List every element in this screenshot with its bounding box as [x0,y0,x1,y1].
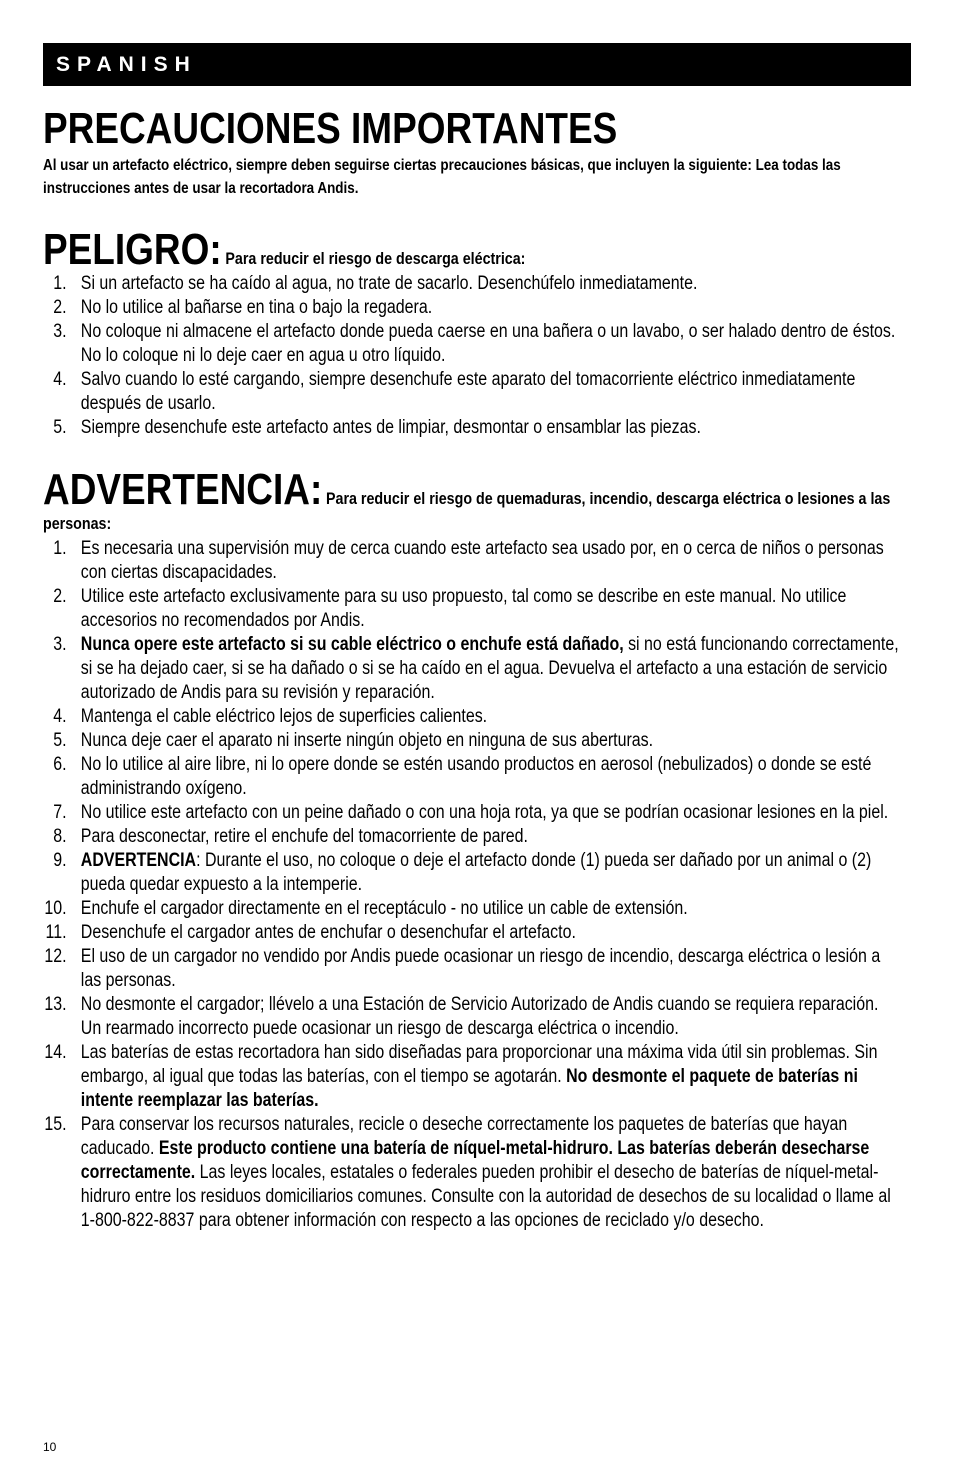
danger-heading: PELIGRO: [43,225,222,274]
item-number: 3. [53,321,67,342]
item-number: 5. [53,417,67,438]
item-number: 5. [53,730,67,751]
page-title: PRECAUCIONES IMPORTANTES [43,104,618,153]
list-item [43,633,900,705]
item-number: 14. [44,1042,67,1063]
item-bold-text: ADVERTENCIA [80,850,197,871]
warning-section [43,465,913,1233]
item-text: Desenchufe el cargador antes de enchufar o desenchufar el artefacto. [80,922,576,943]
item-bold-text: Nunca opere este artefacto si su cable eléctrico o enchufe está dañado, [80,634,624,655]
item-number: 10. [44,898,67,919]
list-item [43,825,900,849]
item-text: No desmonte el cargador; llévelo a una Estación de Servicio Autorizado de Andis cuando se requiera reparación. Un rearmado incorrecto puede ocasionar un riesgo de descarga eléctrica o incendio. [80,994,879,1039]
item-text: Enchufe el cargador directamente en el receptáculo - no utilice un cable de extensión. [80,898,688,919]
item-number: 9. [53,850,67,871]
item-number: 11. [45,922,67,943]
danger-list [43,272,900,440]
item-text: Siempre desenchufe este artefacto antes de limpiar, desmontar o ensamblar las piezas. [80,417,701,438]
item-bold-text: Este producto contiene una batería de níquel-metal-hidruro. Las baterías deberán desecharse correctamente. [80,1138,870,1183]
item-number: 4. [53,369,67,390]
list-item [43,801,900,825]
item-number: 2. [53,586,67,607]
item-number: 8. [53,826,67,847]
item-text: si no está funcionando correctamente, si se ha dejado caer, si se ha dañado o si se ha caído en el agua. Devuelva el artefacto a una estación de servicio autorizado de Andis para su revisión y reparación. [80,634,899,703]
list-item [43,1113,900,1233]
page-content [43,104,913,1233]
list-item [43,1041,900,1113]
item-number: 12. [44,946,67,967]
list-item [43,945,900,993]
list-item [43,729,900,753]
item-text: No coloque ni almacene el artefacto donde pueda caerse en una bañera o un lavabo, o ser halado dentro de éstos. No lo coloque ni lo deje caer en agua u otro líquido. [80,321,896,366]
item-text: Para desconectar, retire el enchufe del tomacorriente de pared. [80,826,528,847]
item-number: 7. [53,802,67,823]
language-header-bar [43,43,911,86]
list-item [43,272,900,296]
list-item [43,993,900,1041]
list-item [43,921,900,945]
list-item [43,705,900,729]
item-text: El uso de un cargador no vendido por Andis puede ocasionar un riesgo de incendio, descarga eléctrica o lesión a las personas. [80,946,881,991]
item-text: No lo utilice al bañarse en tina o bajo la regadera. [80,297,433,318]
list-item [43,320,900,368]
language-label: SPANISH [56,53,197,76]
page-number: 10 [43,1440,57,1454]
warning-heading: ADVERTENCIA: [43,465,323,514]
item-text: : Durante el uso, no coloque o deje el artefacto donde (1) pueda ser dañado por un animal o (2) pueda quedar expuesto a la intemperie. [80,850,872,895]
item-number: 13. [44,994,67,1015]
item-number: 3. [53,634,67,655]
list-item [43,849,900,897]
danger-section [43,225,913,440]
item-number: 4. [53,706,67,727]
list-item [43,537,900,585]
intro-paragraph: Al usar un artefacto eléctrico, siempre deben seguirse ciertas precauciones básicas, que incluyen la siguiente: Lea todas las instrucciones antes de usar la recortadora Andis. [43,157,841,197]
item-number: 15. [44,1114,67,1135]
item-text: Mantenga el cable eléctrico lejos de superficies calientes. [80,706,488,727]
warning-heading-line [43,465,900,537]
item-text: Salvo cuando lo esté cargando, siempre desenchufe este aparato del tomacorriente eléctrico inmediatamente después de usarlo. [80,369,856,414]
list-item [43,897,900,921]
warning-list [43,537,900,1233]
item-text: Nunca deje caer el aparato ni inserte ningún objeto en ninguna de sus aberturas. [80,730,654,751]
item-number: 6. [53,754,67,775]
item-text: Para conservar los recursos naturales, recicle o deseche correctamente los paquetes de baterías que hayan caducado. [80,1114,848,1159]
item-number: 2. [53,297,67,318]
list-item [43,416,900,440]
item-number: 1. [53,538,67,559]
item-text: No utilice este artefacto con un peine dañado o con una hoja rota, ya que se podrían ocasionar lesiones en la piel. [80,802,889,823]
danger-heading-line [43,225,900,274]
item-text: Utilice este artefacto exclusivamente para su uso propuesto, tal como se describe en este manual. No utilice accesorios no recomendados por Andis. [80,586,847,631]
item-text: Si un artefacto se ha caído al agua, no trate de sacarlo. Desenchúfelo inmediatamente. [80,273,698,294]
item-text: Las baterías de estas recortadora han sido diseñadas para proporcionar una máxima vida útil sin problemas. Sin embargo, al igual que todas las baterías, con el tiempo se agotarán. [80,1042,878,1087]
list-item [43,753,900,801]
item-text: Las leyes locales, estatales o federales pueden prohibir el desecho de baterías de níquel-metal-hidruro entre los residuos domiciliarios comunes. Consulte con la autoridad de desechos de su localidad o llame al 1-800-822-8837 para obtener información con respecto a las opciones de reciclado y/o desecho. [80,1162,891,1231]
item-text: Es necesaria una supervisión muy de cerca cuando este artefacto sea usado por, en o cerca de niños o personas con ciertas discapacidades. [80,538,884,583]
list-item [43,368,900,416]
item-number: 1. [53,273,67,294]
danger-lead: Para reducir el riesgo de descarga eléctrica: [225,249,526,268]
list-item [43,585,900,633]
list-item [43,296,900,320]
warning-lead: Para reducir el riesgo de quemaduras, incendio, descarga eléctrica o lesiones a las personas: [43,489,891,533]
item-text: No lo utilice al aire libre, ni lo opere donde se estén usando productos en aerosol (nebulizados) o donde se esté administrando oxígeno. [80,754,872,799]
item-bold-text: No desmonte el paquete de baterías ni intente reemplazar las baterías. [80,1066,858,1111]
